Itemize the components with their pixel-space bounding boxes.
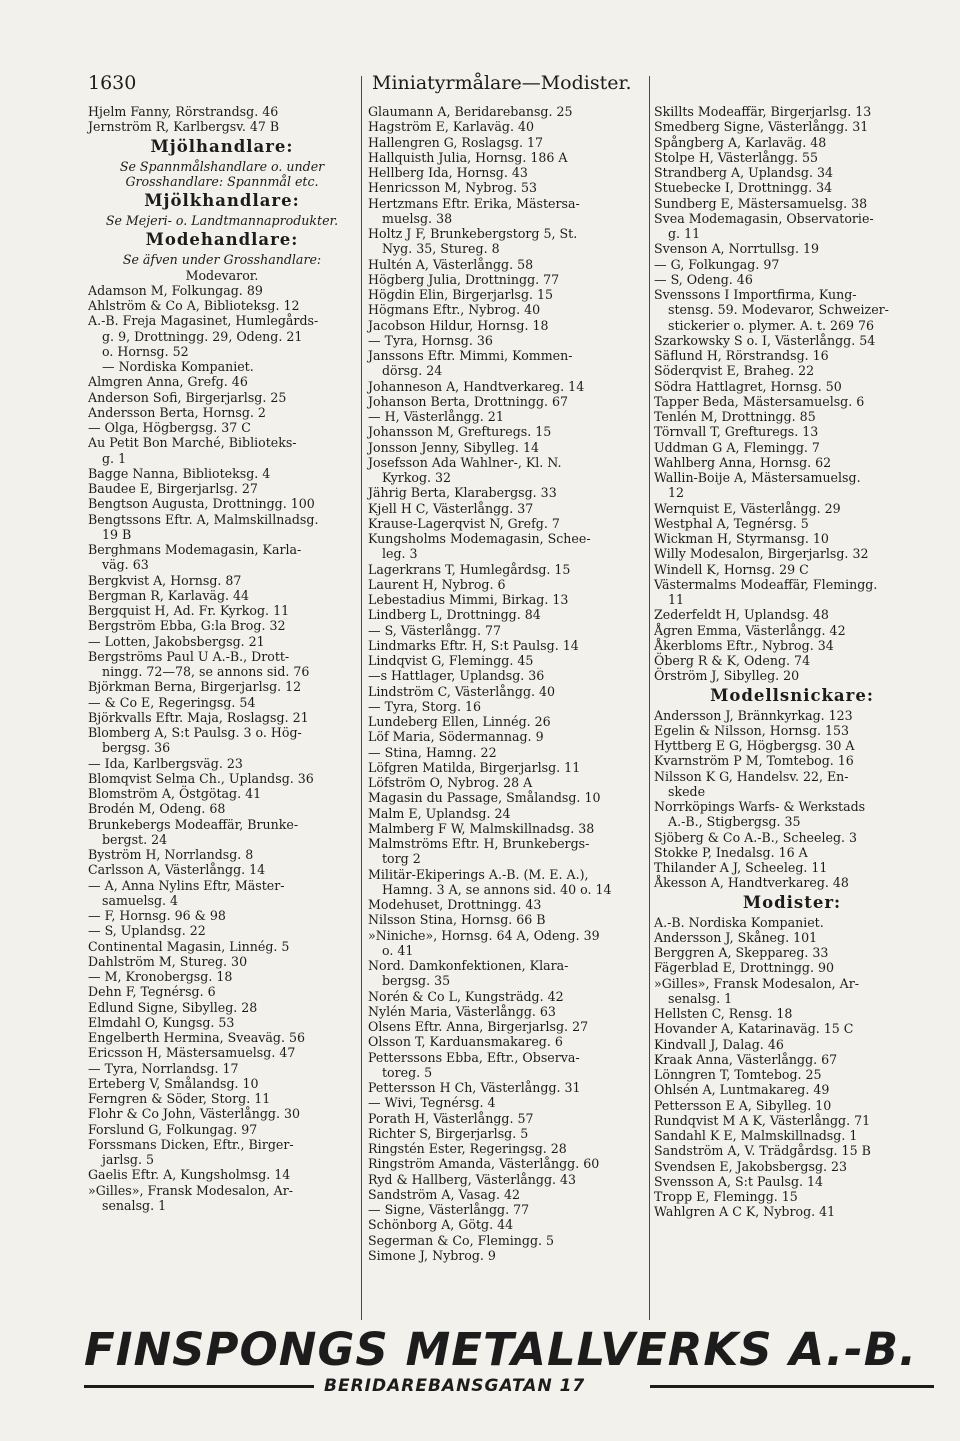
directory-entry: Söderqvist E, Braheg. 22 [654, 363, 815, 379]
cross-reference: Grosshandlare: Spannmål etc. [125, 173, 319, 189]
directory-entry: Schönborg A, Götg. 44 [368, 1217, 514, 1233]
directory-entry: Örström J, Sibylleg. 20 [654, 668, 800, 684]
directory-entry: Hertzmans Eftr. Erika, Mästersa- [368, 195, 580, 211]
directory-entry: Ericsson H, Mästersamuelsg. 47 [88, 1045, 296, 1061]
page-title: Miniatyrmålare—Modister. [372, 72, 632, 94]
directory-entry: Löfgren Matilda, Birgerjarlsg. 11 [368, 759, 581, 775]
directory-entry: Smedberg Signe, Västerlångg. 31 [654, 119, 869, 135]
directory-entry: Segerman & Co, Flemingg. 5 [368, 1232, 555, 1248]
directory-entry-continuation: 12 [668, 485, 685, 501]
directory-entry: Tapper Beda, Mästersamuelsg. 6 [654, 393, 865, 409]
directory-entry: — Tyra, Norrlandsg. 17 [88, 1060, 239, 1076]
directory-entry: Bergströms Paul U A.-B., Drott- [88, 648, 290, 664]
directory-entry: Almgren Anna, Grefg. 46 [88, 374, 248, 390]
directory-entry: Södra Hattlagret, Hornsg. 50 [654, 378, 842, 394]
directory-entry: Bengtson Augusta, Drottningg. 100 [88, 496, 315, 512]
directory-entry: Kungsholms Modemagasin, Schee- [368, 531, 591, 546]
directory-entry: Elmdahl O, Kungsg. 53 [88, 1014, 235, 1030]
directory-entry-continuation: bergsg. 36 [102, 740, 171, 756]
directory-entry: — Ida, Karlbergsväg. 23 [88, 755, 243, 771]
directory-entry: Ohlsén A, Luntmakareg. 49 [654, 1082, 830, 1098]
directory-entry: Wallin-Boije A, Mästersamuelsg. [654, 470, 861, 485]
directory-entry-continuation: g. 9, Drottningg. 29, Odeng. 21 [102, 328, 303, 344]
directory-entry: Wahlgren A C K, Nybrog. 41 [654, 1204, 836, 1220]
directory-entry: Forssmans Dicken, Eftr., Birger- [88, 1136, 294, 1152]
directory-entry: Andersson J, Brännkyrkag. 123 [654, 707, 853, 723]
directory-entry: Wahlberg Anna, Hornsg. 62 [654, 454, 832, 470]
directory-entry: Berggren A, Skeppareg. 33 [654, 945, 829, 960]
directory-entry: Pettersson E A, Sibylleg. 10 [654, 1097, 832, 1113]
directory-entry-continuation: skede [668, 783, 706, 799]
advertisement-address-bar [84, 1376, 934, 1396]
directory-entry: Törnvall T, Grefturegs. 13 [654, 424, 819, 440]
directory-entry: Carlsson A, Västerlångg. 14 [88, 862, 266, 878]
directory-entry: Byström H, Norrlandsg. 8 [88, 847, 254, 862]
directory-entry: Dehn F, Tegnérsg. 6 [88, 984, 216, 1000]
directory-entry: Kvarnström P M, Tomtebog. 16 [654, 753, 854, 769]
directory-entry-continuation: ningg. 72—78, se annons sid. 76 [102, 664, 310, 679]
directory-entry: Ågren Emma, Västerlångg. 42 [654, 622, 846, 638]
ad-rule-right [650, 1385, 934, 1388]
directory-entry: Magasin du Passage, Smålandsg. 10 [368, 790, 601, 806]
directory-entry: — Wivi, Tegnérsg. 4 [368, 1095, 496, 1111]
directory-entry: Blomberg A, S:t Paulsg. 3 o. Hög- [88, 725, 302, 740]
section-heading: Modister: [742, 892, 842, 912]
directory-entry: Norén & Co L, Kungsträdg. 42 [368, 988, 564, 1004]
directory-entry: Nilsson Stina, Hornsg. 66 B [368, 912, 546, 928]
directory-entry: Richter S, Birgerjarlsg. 5 [368, 1125, 529, 1141]
directory-entry: Olsens Eftr. Anna, Birgerjarlsg. 27 [368, 1019, 589, 1034]
directory-entry: Malmberg F W, Malmskillnadsg. 38 [368, 820, 595, 836]
directory-entry: Berghmans Modemagasin, Karla- [88, 542, 302, 557]
directory-entry: Baudee E, Birgerjarlsg. 27 [88, 481, 258, 496]
directory-entry-continuation: stensg. 59. Modevaror, Schweizer- [668, 302, 889, 318]
directory-entry: Blomström A, Östgötag. 41 [88, 786, 262, 801]
column-divider-right [649, 76, 650, 1320]
directory-entry: Adamson M, Folkungag. 89 [88, 282, 263, 298]
directory-entry: Bergkvist A, Hornsg. 87 [88, 572, 242, 588]
column-divider-left [361, 76, 362, 1320]
directory-entry: Henricsson M, Nybrog. 53 [368, 180, 538, 196]
directory-entry: Egelin & Nilsson, Hornsg. 153 [654, 722, 850, 738]
directory-entry: Pettersson H Ch, Västerlångg. 31 [368, 1080, 581, 1095]
directory-entry: Militär-Ekiperings A.-B. (M. E. A.), [368, 866, 589, 882]
directory-entry: Andersson Berta, Hornsg. 2 [88, 404, 266, 420]
directory-entry-continuation: o. Hornsg. 52 [102, 343, 189, 359]
cross-reference: Se Mejeri- o. Landtmannaprodukter. [105, 213, 339, 228]
directory-entry: Brunkebergs Modeaffär, Brunke- [88, 816, 299, 832]
directory-entry: Lebestadius Mimmi, Birkag. 13 [368, 592, 569, 607]
directory-entry-continuation: Nyg. 35, Stureg. 8 [382, 241, 500, 257]
directory-entry: Andersson J, Skåneg. 101 [654, 929, 818, 945]
directory-entry-continuation: torg 2 [382, 851, 421, 867]
directory-entry: — A, Anna Nylins Eftr, Mäster- [88, 877, 285, 893]
directory-entry: Johanson Berta, Drottningg. 67 [368, 393, 569, 409]
directory-entry: — H, Västerlångg. 21 [368, 409, 504, 424]
directory-entry: Sjöberg & Co A.-B., Scheeleg. 3 [654, 829, 858, 845]
directory-entry-continuation: bergsg. 35 [382, 973, 451, 989]
directory-entry-continuation: o. 41 [382, 942, 414, 958]
page-header [88, 72, 920, 98]
directory-entry: Stuebecke I, Drottningg. 34 [654, 180, 833, 196]
directory-entry: Gaelis Eftr. A, Kungsholmsg. 14 [88, 1167, 291, 1183]
directory-entry: Malm E, Uplandsg. 24 [368, 805, 511, 821]
directory-entry: Strandberg A, Uplandsg. 34 [654, 165, 834, 180]
directory-entry-continuation: senalsg. 1 [668, 990, 733, 1006]
directory-entry: Windell K, Hornsg. 29 C [654, 561, 809, 577]
directory-entry: Lindqvist G, Flemingg. 45 [368, 653, 534, 668]
directory-entry: Engelberth Hermina, Sveaväg. 56 [88, 1030, 306, 1045]
directory-entry: Petterssons Ebba, Eftr., Observa- [368, 1049, 580, 1065]
directory-entry-continuation: bergst. 24 [102, 831, 168, 847]
directory-entry: Janssons Eftr. Mimmi, Kommen- [368, 348, 573, 363]
advertisement-address: BERIDAREBANSGATAN 17 [324, 1376, 586, 1396]
directory-entry-continuation: 19 B [102, 526, 132, 542]
directory-entry: Skillts Modeaffär, Birgerjarlsg. 13 [654, 104, 872, 119]
directory-entry: A.-B. Freja Magasinet, Humlegårds- [88, 313, 319, 329]
directory-entry: Westphal A, Tegnérsg. 5 [654, 515, 809, 531]
directory-entry: Lindberg L, Drottningg. 84 [368, 607, 541, 623]
directory-entry: Kjell H C, Västerlångg. 37 [368, 500, 534, 516]
directory-entry: Bergquist H, Ad. Fr. Kyrkog. 11 [88, 603, 290, 618]
directory-entry-continuation: g. 11 [668, 226, 701, 241]
directory-entry: — Olga, Högbergsg. 37 C [88, 420, 251, 435]
directory-entry: Zederfeldt H, Uplandsg. 48 [654, 607, 829, 623]
directory-entry: Nylén Maria, Västerlångg. 63 [368, 1003, 556, 1019]
section-heading: Modehandlare: [145, 230, 299, 250]
section-heading: Modellsnickare: [710, 685, 874, 705]
directory-entry: Laurent H, Nybrog. 6 [368, 576, 506, 592]
directory-entry: Tropp E, Flemingg. 15 [654, 1189, 798, 1204]
directory-entry: Rundqvist M A K, Västerlångg. 71 [654, 1112, 871, 1128]
directory-entry: Hjelm Fanny, Rörstrandsg. 46 [88, 104, 279, 119]
directory-entry: Holtz J F, Brunkebergstorg 5, St. [368, 226, 578, 241]
section-heading: Mjölkhandlare: [144, 191, 300, 210]
directory-entry: Stolpe H, Västerlångg. 55 [654, 149, 819, 165]
directory-entry: Lundeberg Ellen, Linnég. 26 [368, 714, 551, 729]
directory-entry: Edlund Signe, Sibylleg. 28 [88, 999, 258, 1015]
directory-entry: Flohr & Co John, Västerlångg. 30 [88, 1106, 301, 1122]
directory-entry: Modehuset, Drottningg. 43 [368, 897, 542, 912]
directory-entry: Spångberg A, Karlaväg. 48 [654, 134, 827, 150]
directory-entry: Johanneson A, Handtverkareg. 14 [368, 378, 585, 394]
directory-entry: Nord. Damkonfektionen, Klara- [368, 958, 569, 973]
directory-column-3 [654, 104, 930, 1220]
directory-entry: Löfström O, Nybrog. 28 A [368, 775, 533, 790]
directory-entry: Bengtssons Eftr. A, Malmskillnadsg. [88, 511, 319, 527]
directory-entry-continuation: senalsg. 1 [102, 1197, 167, 1213]
directory-entry: — S, Västerlångg. 77 [368, 622, 502, 638]
directory-entry: Ringstén Ester, Regeringsg. 28 [368, 1141, 567, 1156]
directory-entry: Norrköpings Warfs- & Werkstads [654, 799, 866, 814]
directory-entry-continuation: jarlsg. 5 [102, 1152, 155, 1167]
directory-entry: Ryd & Hallberg, Västerlångg. 43 [368, 1171, 577, 1187]
directory-entry: Porath H, Västerlångg. 57 [368, 1110, 534, 1126]
directory-entry: — Stina, Hamng. 22 [368, 744, 497, 760]
section-heading: Mjölhandlare: [150, 136, 294, 156]
directory-entry: Forslund G, Folkungag. 97 [88, 1121, 258, 1137]
directory-entry: — Lotten, Jakobsbergsg. 21 [88, 633, 265, 649]
directory-entry: Åkesson A, Handtverkareg. 48 [654, 875, 849, 891]
directory-entry: Hallengren G, Roslagsg. 17 [368, 134, 544, 150]
directory-entry: Åkerbloms Eftr., Nybrog. 34 [654, 637, 834, 653]
directory-entry: Uddman G A, Flemingg. 7 [654, 439, 820, 455]
directory-entry: Ahlström & Co A, Biblioteksg. 12 [88, 298, 300, 313]
directory-entry: — F, Hornsg. 96 & 98 [88, 908, 226, 923]
directory-entry: Stokke P, Inedalsg. 16 A [654, 844, 808, 860]
directory-entry: Hovander A, Katarinaväg. 15 C [654, 1021, 854, 1037]
directory-entry: Hultén A, Västerlångg. 58 [368, 256, 534, 272]
directory-entry: Svenssons I Importfirma, Kung- [654, 287, 857, 302]
directory-entry: Öberg R & K, Odeng. 74 [654, 653, 811, 668]
directory-entry: Continental Magasin, Linnég. 5 [88, 938, 290, 954]
directory-entry: »Gilles», Fransk Modesalon, Ar- [88, 1182, 294, 1198]
directory-entry: Svea Modemagasin, Observatorie- [654, 210, 874, 226]
directory-entry: Bergström Ebba, G:la Brog. 32 [88, 618, 286, 634]
directory-entry: — Signe, Västerlångg. 77 [368, 1202, 530, 1217]
directory-entry: Malmströms Eftr. H, Brunkebergs- [368, 836, 590, 851]
directory-entry: — M, Kronobergsg. 18 [88, 969, 233, 984]
directory-entry-continuation: 11 [668, 592, 685, 607]
directory-entry: »Niniche», Hornsg. 64 A, Odeng. 39 [368, 927, 600, 943]
directory-entry: Brodén M, Odeng. 68 [88, 801, 226, 817]
directory-column-1 [88, 104, 356, 1213]
directory-entry-continuation: dörsg. 24 [382, 363, 443, 379]
directory-entry: Högdin Elin, Birgerjarlsg. 15 [368, 287, 554, 302]
directory-entry: Löf Maria, Södermannag. 9 [368, 729, 544, 745]
directory-entry: Ringström Amanda, Västerlångg. 60 [368, 1156, 600, 1172]
cross-reference: Se Spannmålshandlare o. under [119, 158, 325, 174]
directory-entry: Sandström A, V. Trädgårdsg. 15 B [654, 1143, 871, 1159]
directory-entry: Szarkowsky S o. I, Västerlångg. 54 [654, 332, 876, 348]
directory-entry: Jonsson Jenny, Sibylleg. 14 [368, 439, 539, 455]
directory-entry: Wickman H, Styrmansg. 10 [654, 531, 829, 546]
directory-column-2 [368, 104, 646, 1263]
directory-entry: Hyttberg E G, Högbergsg. 30 A [654, 738, 855, 753]
directory-entry: Jernström R, Karlbergsv. 47 B [88, 119, 280, 135]
directory-entry: Sandahl K E, Malmskillnadsg. 1 [654, 1128, 858, 1143]
directory-entry: A.-B. Nordiska Kompaniet. [654, 914, 824, 930]
directory-entry: Hagström E, Karlaväg. 40 [368, 119, 535, 135]
directory-entry: Sandström A, Vasag. 42 [368, 1186, 520, 1202]
ad-rule-left [84, 1385, 314, 1388]
directory-entry: Fägerblad E, Drottningg. 90 [654, 960, 835, 976]
directory-entry-continuation: g. 1 [102, 450, 127, 466]
directory-entry: — S, Uplandsg. 22 [88, 923, 206, 939]
cross-reference: Se äfven under Grosshandlare: [122, 252, 322, 268]
directory-entry: — Tyra, Storg. 16 [368, 698, 482, 714]
directory-entry: Sundberg E, Mästersamuelsg. 38 [654, 195, 868, 211]
directory-entry: Högmans Eftr., Nybrog. 40 [368, 302, 541, 318]
directory-entry: Jacobson Hildur, Hornsg. 18 [368, 317, 549, 333]
directory-entry: — G, Folkungag. 97 [654, 256, 780, 272]
directory-entry-continuation: väg. 63 [102, 557, 149, 573]
directory-entry-continuation: — Nordiska Kompaniet. [102, 359, 254, 374]
directory-entry: Lindström C, Västerlångg. 40 [368, 683, 556, 699]
directory-entry: Svensson A, S:t Paulsg. 14 [654, 1173, 824, 1189]
directory-entry: Björkvalls Eftr. Maja, Roslagsg. 21 [88, 709, 309, 725]
directory-entry: Simone J, Nybrog. 9 [368, 1247, 496, 1263]
directory-entry: Glaumann A, Beridarebansg. 25 [368, 104, 573, 119]
directory-entry-continuation: Hamng. 3 A, se annons sid. 40 o. 14 [382, 881, 612, 897]
directory-entry: Thilander A J, Scheeleg. 11 [654, 860, 828, 875]
directory-entry: Olsson T, Karduansmakareg. 6 [368, 1034, 563, 1050]
directory-entry: Hallquisth Julia, Hornsg. 186 A [368, 149, 568, 165]
directory-entry: — S, Odeng. 46 [654, 271, 753, 287]
directory-entry: Ferngren & Söder, Storg. 11 [88, 1091, 271, 1106]
directory-entry: Krause-Lagerqvist N, Grefg. 7 [368, 515, 560, 531]
directory-entry: Hellberg Ida, Hornsg. 43 [368, 165, 528, 180]
directory-entry: Högberg Julia, Drottningg. 77 [368, 271, 560, 287]
directory-entry: Hellsten C, Rensg. 18 [654, 1006, 793, 1021]
directory-entry: Lönngren T, Tomtebog. 25 [654, 1067, 822, 1082]
directory-entry: Jährig Berta, Klarabergsg. 33 [368, 485, 557, 501]
directory-entry: Johansson M, Grefturegs. 15 [368, 424, 552, 440]
directory-entry: Svendsen E, Jakobsbergsg. 23 [654, 1158, 848, 1174]
directory-entry: Erteberg V, Smålandsg. 10 [88, 1075, 259, 1091]
directory-entry: »Gilles», Fransk Modesalon, Ar- [654, 975, 860, 991]
directory-entry: Säflund H, Rörstrandsg. 16 [654, 348, 829, 363]
directory-entry: Björkman Berna, Birgerjarlsg. 12 [88, 679, 302, 695]
directory-entry: Lindmarks Eftr. H, S:t Paulsg. 14 [368, 637, 579, 653]
directory-entry: Svenson A, Norrtullsg. 19 [654, 241, 819, 257]
directory-entry-continuation: A.-B., Stigbergsg. 35 [668, 814, 801, 830]
directory-entry: Dahlström M, Stureg. 30 [88, 953, 248, 969]
directory-entry: Anderson Sofi, Birgerjarlsg. 25 [88, 389, 287, 405]
page-number: 1630 [88, 72, 137, 94]
directory-entry: Blomqvist Selma Ch., Uplandsg. 36 [88, 770, 314, 786]
directory-entry: Västermalms Modeaffär, Flemingg. [654, 576, 878, 592]
directory-entry: Nilsson K G, Handelsv. 22, En- [654, 768, 849, 784]
directory-entry-continuation: stickerier o. plymer. A. t. 269 76 [668, 317, 875, 333]
directory-entry: Tenlén M, Drottningg. 85 [654, 409, 816, 424]
directory-entry: Lagerkrans T, Humlegårdsg. 15 [368, 561, 571, 577]
directory-entry: Kraak Anna, Västerlångg. 67 [654, 1051, 838, 1067]
directory-entry-continuation: leg. 3 [382, 546, 418, 562]
directory-entry: Bagge Nanna, Biblioteksg. 4 [88, 465, 271, 481]
advertisement-name: FINSPONGS METALLVERKS A.-B. [84, 1323, 918, 1376]
directory-entry: Willy Modesalon, Birgerjarlsg. 32 [654, 546, 869, 562]
directory-entry: Josefsson Ada Wahlner-, Kl. N. [368, 454, 562, 470]
directory-entry: — & Co E, Regeringsg. 54 [88, 694, 256, 710]
directory-entry-continuation: Kyrkog. 32 [382, 470, 452, 485]
directory-entry: Bergman R, Karlaväg. 44 [88, 587, 250, 603]
cross-reference: Modevaror. [185, 267, 259, 283]
directory-entry-continuation: toreg. 5 [382, 1064, 433, 1080]
directory-entry: Au Petit Bon Marché, Biblioteks- [88, 435, 297, 451]
directory-entry: — Tyra, Hornsg. 36 [368, 332, 493, 348]
directory-entry: Wernquist E, Västerlångg. 29 [654, 500, 841, 516]
directory-entry-continuation: samuelsg. 4 [102, 892, 179, 908]
directory-entry: Kindvall J, Dalag. 46 [654, 1036, 784, 1052]
directory-entry-continuation: muelsg. 38 [382, 210, 453, 226]
directory-entry: —s Hattlager, Uplandsg. 36 [368, 668, 545, 684]
